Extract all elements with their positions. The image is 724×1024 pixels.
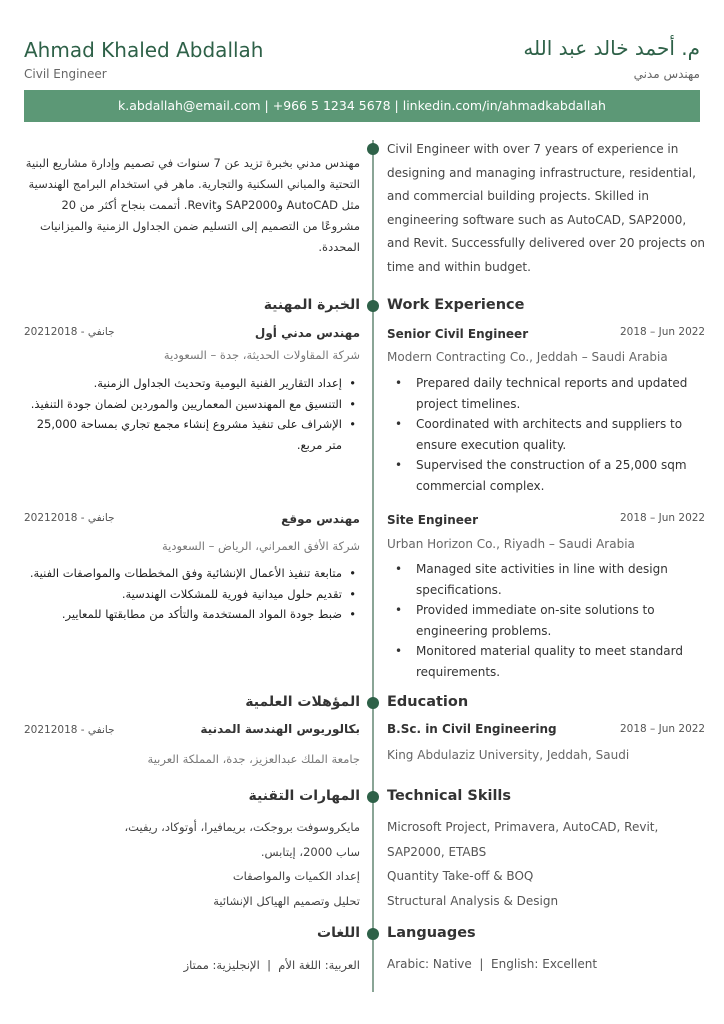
job-1-bullets-ar <box>24 373 360 455</box>
list-item: • Monitored material quality to meet standard requirements. <box>387 641 707 682</box>
job-1-company-ar: شركة المقاولات الحديثة، جدة – السعودية <box>163 348 360 362</box>
name-english: Ahmad Khaled Abdallah <box>24 38 264 62</box>
job-2-role-ar: مهندس موقع <box>281 512 360 526</box>
education-degree-en: B.Sc. in Civil Engineering <box>387 722 557 736</box>
list-item: • Provided immediate on-site solutions to engineering problems. <box>387 600 707 641</box>
summary-arabic: مهندس مدني بخبرة تزيد عن 7 سنوات في تصميم وإدارة مشاريع البنية التحتية والمباني السكنية والتجارية. ماهر في استخدام البرامج الهندسية مثل AutoCAD وSAP2000 وRevit. أتممت بنجاح أكثر من 20 مشروعًا من التصميم إلى التسليم ضمن الجداول الزمنية والميزانيات المحددة. <box>25 156 360 254</box>
job-2-company-en: Urban Horizon Co., Riyadh – Saudi Arabia <box>387 537 635 551</box>
job-1-role-ar: مهندس مدني أول <box>254 326 360 340</box>
list-item: ساب 2000، إيتابس. <box>260 844 360 859</box>
education-school-en: King Abdulaziz University, Jeddah, Saudi <box>387 748 630 762</box>
list-item: SAP2000, ETABS <box>387 844 487 859</box>
education-date-en: 2018 – Jun 2022 <box>620 723 706 735</box>
job-2-company-ar: شركة الأفق العمراني، الرياض – السعودية <box>161 539 360 553</box>
job-2-role-en: Site Engineer <box>387 513 478 527</box>
timeline-dot-summary <box>367 143 379 155</box>
timeline-dot-experience <box>367 300 379 312</box>
list-item: مايكروسوفت بروجكت، بريمافيرا، أوتوكاد، ريفيت، <box>124 820 360 834</box>
timeline-dot-skills <box>367 791 379 803</box>
job-1-date-ar: 2021جانفي - 2018 <box>24 326 115 338</box>
job-1-bullets-en <box>387 373 707 496</box>
list-item: • متابعة تنفيذ الأعمال الإنشائية وفق المخططات والمواصفات الفنية. <box>24 563 360 584</box>
section-heading-education-en: Education <box>387 694 469 710</box>
education-school-ar: جامعة الملك عبدالعزيز، جدة، المملكة العربية <box>147 752 360 766</box>
skills-list-en <box>387 815 707 913</box>
list-item: إعداد الكميات والمواصفات <box>232 869 360 883</box>
job-1-date-en: 2018 – Jun 2022 <box>620 326 706 338</box>
languages-text-en: Arabic: Native | English: Excellent <box>387 957 598 971</box>
job-2-date-en: 2018 – Jun 2022 <box>620 512 706 524</box>
list-item: تحليل وتصميم الهياكل الإنشائية <box>213 893 360 908</box>
section-heading-languages-en: Languages <box>387 925 476 941</box>
section-heading-experience-en: Work Experience <box>387 297 525 313</box>
job-title-arabic: مهندس مدني <box>633 67 700 81</box>
summary-english: Civil Engineer with over 7 years of experience in designing and managing infrastructure, residential, and commercial building projects. Skilled in engineering software such as AutoCAD, SAP2000, and Revit. Successfully delivered over 20 projects on time and within budget. <box>387 142 706 274</box>
name-arabic: م. أحمد خالد عبد الله <box>523 36 700 60</box>
timeline-dot-languages <box>367 928 379 940</box>
job-2-bullets-ar <box>24 563 360 625</box>
timeline-line <box>372 140 374 992</box>
section-heading-languages-ar: اللغات <box>317 925 360 941</box>
section-heading-skills-ar: المهارات التقنية <box>248 788 360 804</box>
contact-banner: k.abdallah@email.com | +966 5 1234 5678 | linkedin.com/in/ahmadkabdallah <box>24 90 700 122</box>
list-item: Structural Analysis & Design <box>387 893 559 908</box>
list-item: • الإشراف على تنفيذ مشروع إنشاء مجمع تجاري بمساحة 25,000 متر مربع. <box>24 414 360 455</box>
list-item: • إعداد التقارير الفنية اليومية وتحديث الجداول الزمنية. <box>24 373 360 394</box>
job-1-role-en: Senior Civil Engineer <box>387 327 529 341</box>
job-1-company-en: Modern Contracting Co., Jeddah – Saudi Arabia <box>387 350 668 364</box>
list-item: Quantity Take-off & BOQ <box>387 869 534 883</box>
section-heading-experience-ar: الخبرة المهنية <box>263 297 360 313</box>
timeline-dot-education <box>367 697 379 709</box>
list-item: • ضبط جودة المواد المستخدمة والتأكد من مطابقتها للمعايير. <box>24 604 360 625</box>
job-title-english: Civil Engineer <box>24 67 107 81</box>
section-heading-education-ar: المؤهلات العلمية <box>245 694 360 710</box>
skills-list-ar <box>24 815 360 913</box>
education-date-ar: 2021جانفي - 2018 <box>24 724 115 736</box>
list-item: Microsoft Project, Primavera, AutoCAD, Revit, <box>387 820 659 834</box>
list-item: • Coordinated with architects and suppliers to ensure execution quality. <box>387 414 707 455</box>
list-item: • تقديم حلول ميدانية فورية للمشكلات الهندسية. <box>24 584 360 605</box>
list-item: • Supervised the construction of a 25,000 sqm commercial complex. <box>387 455 707 496</box>
education-degree-ar: بكالوريوس الهندسة المدنية <box>200 722 360 736</box>
languages-text-ar: العربية: اللغة الأم | الإنجليزية: ممتاز <box>183 958 360 972</box>
section-heading-skills-en: Technical Skills <box>387 788 512 804</box>
list-item: • التنسيق مع المهندسين المعماريين والموردين لضمان جودة التنفيذ. <box>24 394 360 415</box>
list-item: • Managed site activities in line with design specifications. <box>387 559 707 600</box>
job-2-date-ar: 2021جانفي - 2018 <box>24 512 115 524</box>
job-2-bullets-en <box>387 559 707 682</box>
list-item: • Prepared daily technical reports and updated project timelines. <box>387 373 707 414</box>
